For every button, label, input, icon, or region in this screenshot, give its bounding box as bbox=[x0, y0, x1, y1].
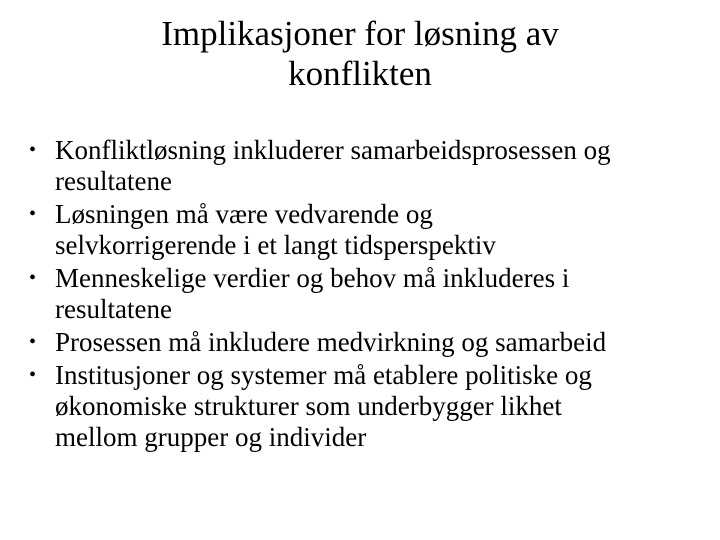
bullet-point-icon: • bbox=[29, 364, 37, 386]
bullet-line: Prosessen må inkludere medvirkning og samarbeid bbox=[55, 327, 607, 357]
bullet-line: resultatene bbox=[55, 294, 172, 324]
bullet-line: Konfliktløsning inkluderer samarbeidsprosessen og bbox=[55, 135, 611, 165]
bullet-line: mellom grupper og individer bbox=[55, 422, 367, 452]
bullet-list bbox=[22, 135, 714, 455]
bullet-item bbox=[22, 199, 714, 261]
bullet-line: Menneskelige verdier og behov må inkluderes i bbox=[55, 263, 570, 293]
slide-title bbox=[60, 14, 660, 94]
bullet-line: Løsningen må være vedvarende og bbox=[55, 199, 433, 229]
bullet-line: Institusjoner og systemer må etablere politiske og bbox=[55, 360, 592, 390]
bullet-item bbox=[22, 327, 714, 358]
bullet-point-icon: • bbox=[29, 139, 37, 161]
bullet-item bbox=[22, 135, 714, 197]
bullet-line: økonomiske strukturer som underbygger likhet bbox=[55, 391, 562, 421]
bullet-point-icon: • bbox=[29, 267, 37, 289]
slide-title-line-2: konflikten bbox=[288, 54, 432, 93]
bullet-point-icon: • bbox=[29, 203, 37, 225]
bullet-item bbox=[22, 263, 714, 325]
bullet-line: selvkorrigerende i et langt tidsperspektiv bbox=[55, 230, 496, 260]
bullet-item bbox=[22, 360, 714, 453]
slide-title-line-1: Implikasjoner for løsning av bbox=[161, 14, 559, 53]
bullet-point-icon: • bbox=[29, 331, 37, 353]
bullet-line: resultatene bbox=[55, 166, 172, 196]
